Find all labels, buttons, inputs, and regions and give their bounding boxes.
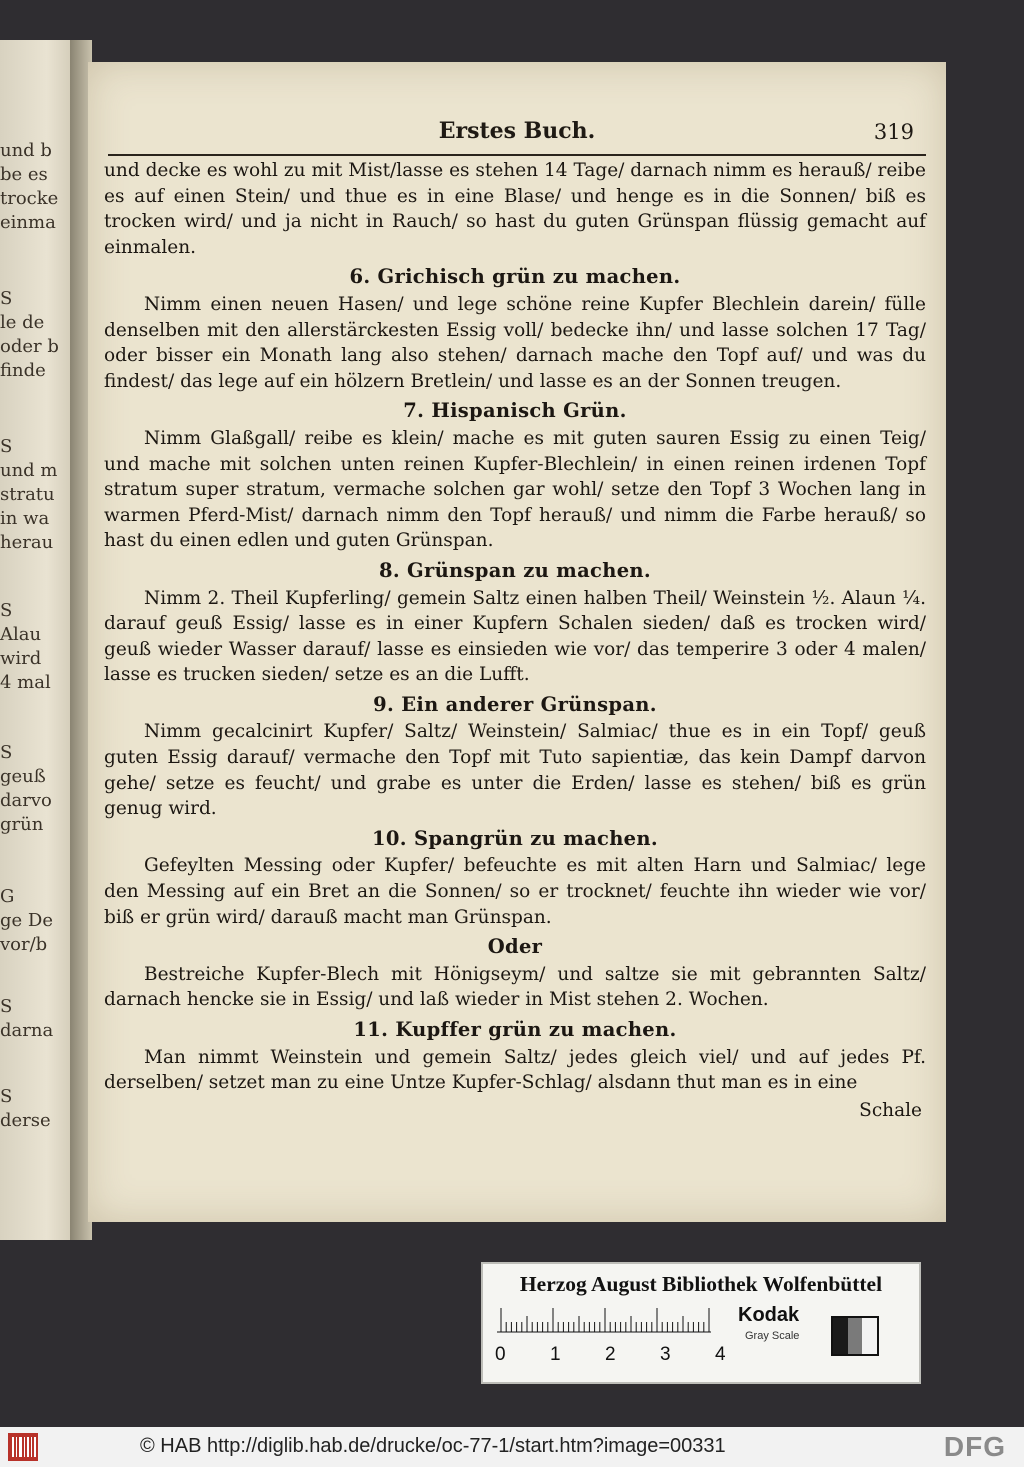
left-page-fragment: grün — [0, 814, 44, 835]
left-page-fragment: wird — [0, 648, 42, 669]
left-page-fragment: und m — [0, 460, 58, 481]
running-head-title: Erstes Buch. — [438, 118, 596, 144]
left-page-fragment: einma — [0, 212, 56, 233]
paragraph: Nimm einen neuen Hasen/ und lege schöne reine Kupfer Blechlein darein/ fülle denselben mit den allerstärckesten Essig voll/ bedecke ihn/ und lasse solchen 17 Tag/ oder bisser ein Monath lang also stehen/ darnach mache den Topf auf/ und was du findest/ das lege auf ein hölzern Bretlein/ und lasse es an der Sonnen treugen. — [104, 293, 926, 392]
library-name: Herzog August Bibliothek Wolfenbüttel — [519, 1272, 883, 1296]
left-page-fragment: S — [0, 1086, 13, 1107]
section-heading: 7. Hispanisch Grün. — [403, 399, 627, 423]
left-page-fragment: le de — [0, 312, 45, 333]
section-heading: 6. Grichisch grün zu machen. — [349, 265, 681, 289]
paragraph: Nimm Glaßgall/ reibe es klein/ mache es mit guten sauren Essig zu einen Teig/ und mache mit solchen unten reinen Kupfer-Blechlein/ in einen reinen irdenen Topf stratum super stratum, vermache solchen gar wohl/ setze den Topf 3 Wochen lang in warmen Pferd-Mist/ darnach nimm den Topf herauß/ und nimm die Farbe herauß/ so hast du einen edlen und guten Grünspan. — [104, 427, 926, 552]
left-page-fragment: S — [0, 742, 13, 763]
book-page — [88, 62, 946, 1222]
left-page-fragment: derse — [0, 1110, 51, 1131]
left-page-fragment: stratu — [0, 484, 55, 505]
paragraph: und decke es wohl zu mit Mist/lasse es stehen 14 Tage/ darnach nimm es herauß/ reibe es auf einen Stein/ und thue es in eine Blase/ und henge es in die Sonnen/ biß es trocken wird/ und ja nicht in Rauch/ so hast du guten Grünspan flüssig gemacht auf einmalen. — [104, 160, 926, 258]
left-page-fragment: ge De — [0, 910, 53, 931]
left-page-fragment: be es — [0, 164, 48, 185]
left-page-fragment: S — [0, 600, 13, 621]
gray-scale-swatch — [831, 1316, 879, 1356]
left-page-fragment: darvo — [0, 790, 52, 811]
kodak-brand: Kodak — [738, 1304, 800, 1326]
page-number: 319 — [873, 120, 914, 144]
left-page-fragment: herau — [0, 532, 54, 553]
ruler-number: 4 — [715, 1344, 726, 1365]
ruler-scale — [493, 1302, 713, 1336]
section-heading: 10. Spangrün zu machen. — [372, 826, 658, 850]
left-page-fragment: darna — [0, 1020, 54, 1041]
dfg-logo: DFG — [943, 1431, 1006, 1462]
left-page-fragment: S — [0, 996, 13, 1017]
paragraph: Nimm gecalcinirt Kupfer/ Saltz/ Weinstein/ Salmiac/ thue es in ein Topf/ geuß guten Essig darauf/ vermache den Topf mit Tuto sapientiæ, das kein Dampf darvon gehe/ setze es feucht/ und grabe es unter die Erden/ lasse es stehen/ biß es grün genug wird. — [104, 721, 926, 820]
left-page-edge — [0, 40, 78, 1240]
left-page-fragment: 4 mal — [0, 672, 51, 693]
left-page-fragment: S — [0, 436, 13, 457]
gray-scale-caption: Gray Scale — [745, 1330, 800, 1342]
left-page-fragment: vor/b — [0, 934, 48, 955]
left-page-fragment: geuß — [0, 766, 46, 787]
ruler-number: 3 — [660, 1344, 671, 1365]
left-page-fragment: oder b — [0, 336, 59, 357]
paragraph: Man nimmt Weinstein und gemein Saltz/ jedes gleich viel/ und auf jedes Pf. derselben/ setzet man zu eine Untze Kupfer-Schlag/ alsdann thut man es in eine — [104, 1046, 926, 1094]
ruler-number: 2 — [605, 1344, 616, 1365]
text-block — [104, 158, 926, 1123]
footer-bar — [0, 1427, 1024, 1467]
left-page-fragment: trocke — [0, 188, 59, 209]
left-page-fragment: Alau — [0, 624, 42, 645]
left-page-fragment: und b — [0, 140, 52, 161]
library-label — [481, 1262, 921, 1384]
catchword: Schale — [859, 1099, 922, 1121]
section-heading: 9. Ein anderer Grünspan. — [373, 692, 657, 716]
ruler-number: 1 — [550, 1344, 561, 1365]
left-page-fragment: finde — [0, 360, 46, 381]
left-page-fragment: in wa — [0, 508, 50, 529]
left-page-fragment: S — [0, 288, 13, 309]
barcode-icon — [8, 1433, 38, 1461]
paragraph: Gefeylten Messing oder Kupfer/ befeuchte es mit alten Harn und Salmiac/ lege den Messing auf ein Bret an die Sonnen/ so er trocknet/ feuchte ihn wieder wie vor/ biß er grün wird/ darauß macht man Grünspan. — [104, 855, 926, 928]
section-heading: 11. Kupffer grün zu machen. — [353, 1018, 677, 1041]
paragraph: Bestreiche Kupfer-Blech mit Hönigseym/ und saltze sie mit gebrannten Saltz/ darnach hencke sie in Essig/ und laß wieder in Mist stehen 2. Wochen. — [104, 963, 926, 1011]
ruler-number: 0 — [495, 1344, 506, 1365]
running-head — [108, 114, 926, 156]
footer-copyright-url: © HAB http://diglib.hab.de/drucke/oc-77-1/start.htm?image=00331 — [140, 1435, 726, 1457]
left-page-fragment: G — [0, 886, 15, 907]
section-heading: Oder — [487, 935, 543, 959]
section-heading: 8. Grünspan zu machen. — [379, 558, 651, 582]
paragraph: Nimm 2. Theil Kupferling/ gemein Saltz einen halben Theil/ Weinstein ½. Alaun ¼. darauf geuß Essig/ lasse es in einer Kupfern Schalen sieden/ daß es trocken wird/ geuß wieder Wasser darauf/ lasse es einsieden wie vor/ das temperire 3 oder 4 malen/ lasse es trucken sieden/ setze es an die Lufft. — [104, 587, 926, 686]
